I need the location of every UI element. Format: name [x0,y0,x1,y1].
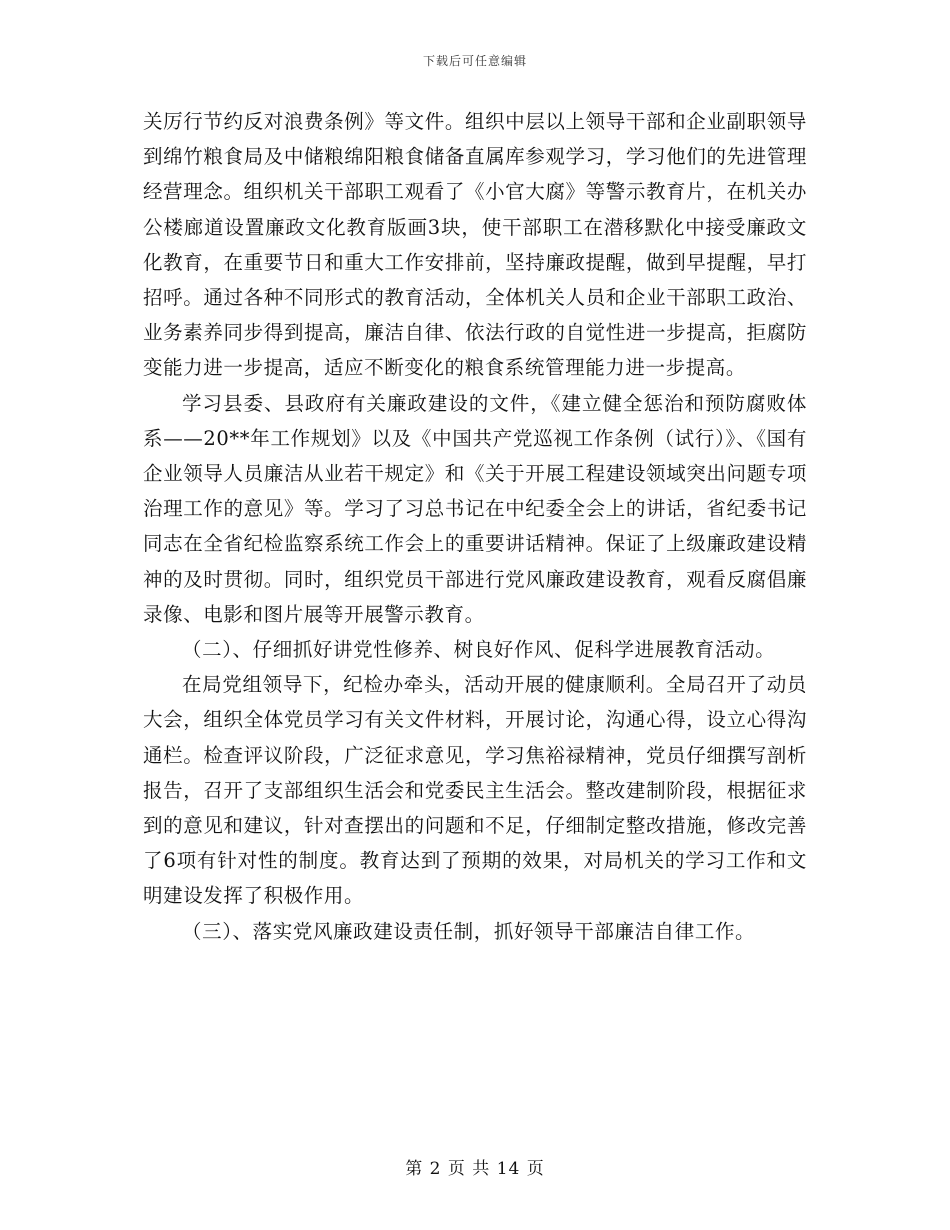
paragraph-study-documents: 学习县委、县政府有关廉政建设的文件，《建立健全惩治和预防腐败体系——20**年工作规划》以及《中国共产党巡视工作条例（试行）》、《国有企业领导人员廉洁从业若干规定》和《关于开展工程建设领域突出问题专项治理工作的意见》等。学习了习总书记在中纪委全会上的讲话，省纪委书记同志在全省纪检监察系统工作会上的重要讲话精神。保证了上级廉政建设精神的及时贯彻。同时，组织党员干部进行党风廉政建设教育，观看反腐倡廉录像、电影和图片展等开展警示教育。 [143,391,807,626]
paragraph-continuation: 关厉行节约反对浪费条例》等文件。组织中层以上领导干部和企业副职领导到绵竹粮食局及中储粮绵阳粮食储备直属库参观学习，学习他们的先进管理经营理念。组织机关干部职工观看了《小官大腐》等警示教育片，在机关办公楼廊道设置廉政文化教育版画3块，使干部职工在潜移默化中接受廉政文化教育，在重要节日和重大工作安排前，坚持廉政提醒，做到早提醒，早打招呼。通过各种不同形式的教育活动，全体机关人员和企业干部职工政治、业务素养同步得到提高，廉洁自律、依法行政的自觉性进一步提高，拒腐防变能力进一步提高，适应不断变化的粮食系统管理能力进一步提高。 [143,110,807,380]
document-body [143,104,807,949]
page-number-footer: 第 2 页 共 14 页 [405,1159,545,1179]
page-header: 下载后可任意编辑 [422,54,527,68]
paragraph-education-activity: 在局党组领导下，纪检办牵头，活动开展的健康顺利。全局召开了动员大会，组织全体党员学习有关文件材料，开展讨论，沟通心得，设立心得沟通栏。检查评议阶段，广泛征求意见，学习焦裕禄精神，党员仔细撰写剖析报告，召开了支部组织生活会和党委民主生活会。整改建制阶段，根据征求到的意见和建议，针对查摆出的问题和不足，仔细制定整改措施，修改完善了6项有针对性的制度。教育达到了预期的效果，对局机关的学习工作和文明建设发挥了积极作用。 [143,673,807,908]
section-heading-2: （二）、仔细抓好讲党性修养、树良好作风、促科学进展教育活动。 [182,638,776,662]
section-heading-3: （三）、落实党风廉政建设责任制，抓好领导干部廉洁自律工作。 [182,919,756,943]
